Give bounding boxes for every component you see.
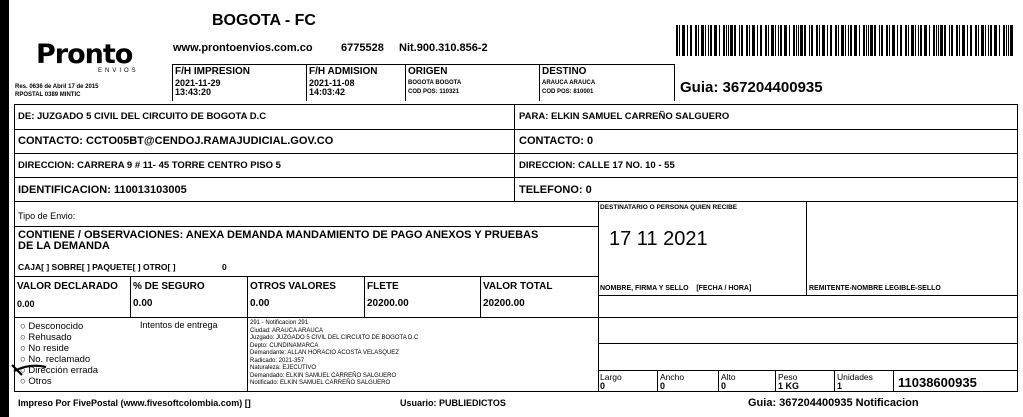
barcode-bar: [1003, 25, 1005, 56]
barcode-bar: [687, 25, 688, 56]
barcode-bar: [690, 25, 692, 56]
barcode-bar: [929, 25, 930, 56]
intento-option[interactable]: ○ Desconocido: [20, 321, 84, 332]
notificacion-line: Naturaleza: EJECUTIVO: [250, 365, 317, 371]
barcode-bar: [1010, 25, 1013, 56]
check-mark-icon: [10, 361, 48, 381]
caja-checkboxes: CAJA[ ] SOBRE[ ] PAQUETE[ ] OTRO[ ]: [18, 262, 176, 272]
barcode-bar: [897, 25, 898, 56]
recipient-direccion: DIRECCION: CALLE 17 NO. 10 - 55: [519, 160, 675, 171]
barcode-bar: [854, 25, 857, 56]
barcode-bar: [949, 25, 950, 56]
barcode-bar: [796, 25, 797, 56]
sender-direccion: DIRECCION: CARRERA 9 # 11- 45 TORRE CENTRO PISO 5: [18, 160, 281, 171]
barcode-bar: [911, 25, 914, 56]
barcode-bar: [920, 25, 922, 56]
received-date: 17 11 2021: [609, 228, 708, 250]
barcode-bar: [994, 25, 997, 56]
ancho-label: Ancho: [660, 372, 685, 382]
barcode-bar: [784, 25, 787, 56]
barcode-bar: [765, 25, 767, 56]
barcode-bar: [944, 25, 946, 56]
barcode-bar: [859, 25, 860, 56]
intento-option[interactable]: ○ No reside: [20, 343, 70, 354]
barcode-bar: [956, 25, 958, 56]
admision-time: 14:03:42: [309, 87, 346, 97]
recipient-para: PARA: ELKIN SAMUEL CARREÑO SALGUERO: [519, 111, 730, 122]
barcode-bar: [679, 25, 680, 56]
notificacion-line: Radicado: 2021-357: [250, 357, 305, 364]
barcode-bar: [780, 25, 782, 56]
barcode-bar: [999, 25, 1000, 56]
caja-count: 0: [222, 262, 227, 272]
barcode-bar: [775, 25, 776, 56]
footer-impreso: Impreso Por FivePostal (www.fivesoftcolombia.com) []: [18, 398, 251, 408]
barcode-bar: [811, 25, 813, 56]
sender-contacto: CONTACTO: CCTO05BT@CENDOJ.RAMAJUDICIAL.GOV.CO: [18, 135, 334, 147]
barcode-bar: [978, 25, 979, 56]
contiene-line-2: DE LA DEMANDA: [18, 240, 110, 252]
otros-valores-value: 0.00: [250, 298, 270, 309]
origen-cod-pos: COD POS: 110321: [408, 89, 460, 95]
barcode-bar: [1006, 25, 1007, 56]
barcode-bar: [951, 25, 953, 56]
barcode-bar: [936, 25, 937, 56]
footer-usuario: Usuario: PUBLIEDICTOS: [400, 398, 506, 408]
barcode-bar: [682, 25, 685, 56]
notificacion-details: [250, 320, 418, 388]
barcode-bar: [850, 25, 852, 56]
admision-label: F/H ADMISION: [309, 66, 378, 77]
unidades-value: 1: [837, 381, 843, 391]
barcode-bar: [967, 25, 968, 56]
barcode-bar: [940, 25, 943, 56]
impresion-date: 2021-11-29: [175, 78, 221, 88]
barcode-bar: [719, 25, 720, 56]
barcode-bar: [771, 25, 774, 56]
barcode-bar: [981, 25, 984, 56]
sender-de: DE: JUZGADO 5 CIVIL DEL CIRCUITO DE BOGOTA D.C: [18, 111, 267, 122]
origen-city: BOGOTA BOGOTA: [408, 80, 462, 86]
barcode-bar: [933, 25, 935, 56]
barcode-bar: [728, 25, 729, 56]
barcode-bar: [710, 25, 712, 56]
barcode-bar: [741, 25, 743, 56]
barcode-bar: [701, 25, 704, 56]
barcode-bar: [816, 25, 818, 56]
barcode-bar: [676, 25, 678, 56]
logo-wordmark: Pronto: [36, 39, 133, 70]
intento-option[interactable]: ○ No. reclamado: [20, 354, 91, 365]
unidades-label: Unidades: [837, 372, 873, 382]
destino-city: ARAUCA ARAUCA: [542, 80, 596, 86]
barcode-bar: [988, 25, 989, 56]
barcode-bar: [804, 25, 806, 56]
barcode-bar: [800, 25, 803, 56]
barcode-bar: [868, 25, 869, 56]
guia-barcode: [676, 25, 1016, 56]
barcode-bar: [874, 25, 876, 56]
intento-option[interactable]: ○ Rehusado: [20, 332, 72, 343]
barcode-bar: [698, 25, 699, 56]
barcode-bar: [723, 25, 725, 56]
barcode-bar: [870, 25, 873, 56]
barcode-bar: [695, 25, 697, 56]
barcode-bar: [924, 25, 927, 56]
barcode-bar: [938, 25, 939, 56]
notificacion-line: Ciudad: ARAUCA ARAUCA: [250, 327, 324, 334]
barcode-bar: [749, 25, 750, 56]
barcode-bar: [866, 25, 867, 56]
barcode-bar: [886, 25, 888, 56]
barcode-bar: [975, 25, 977, 56]
valor-total-label: VALOR TOTAL: [483, 281, 553, 292]
destinatario-label: DESTINATARIO O PERSONA QUIEN RECIBE: [600, 204, 738, 211]
barcode-bar: [1008, 25, 1009, 56]
barcode-bar: [900, 25, 902, 56]
barcode-bar: [730, 25, 733, 56]
website-text: www.prontoenvios.com.co: [173, 42, 313, 54]
barcode-bar: [739, 25, 740, 56]
rpostal-line: RPOSTAL 0389 MINTIC: [15, 92, 81, 98]
resolution-line: Res. 0636 de Abril 17 de 2015: [15, 84, 99, 90]
notificacion-line: Juzgado: JUZGADO 5 CIVIL DEL CIRCUITO DE BOGOTA D.C: [250, 335, 419, 341]
barcode-bar: [841, 25, 844, 56]
barcode-bar: [918, 25, 919, 56]
nit-text: Nit.900.310.856-2: [399, 42, 488, 54]
flete-value: 20200.00: [367, 298, 409, 309]
barcode-bar: [915, 25, 916, 56]
nombre-firma-label: NOMBRE, FIRMA Y SELLO [FECHA / HORA]: [600, 285, 752, 292]
phone-text: 6775528: [341, 42, 384, 54]
barcode-bar: [778, 25, 779, 56]
sender-identificacion: IDENTIFICACION: 110013103005: [18, 184, 187, 196]
barcode-bar: [827, 25, 828, 56]
valor-declarado-value: 0.00: [17, 299, 35, 309]
footer-guia: Guia: 367204400935 Notificacion: [748, 397, 919, 409]
barcode-bar: [838, 25, 839, 56]
intentos-label: Intentos de entrega: [140, 320, 218, 330]
barcode-bar: [793, 25, 795, 56]
notificacion-line: 291 - Notificacion 291: [250, 320, 309, 326]
barcode-bar: [734, 25, 736, 56]
notificacion-line: Notificado: ELKIN SAMUEL CARREÑO SALGUERO: [250, 380, 391, 386]
valor-declarado-label: VALOR DECLARADO: [17, 281, 118, 292]
tracking-code: 11038600935: [898, 375, 977, 390]
barcode-bar: [908, 25, 909, 56]
office-title: BOGOTA - FC: [212, 12, 316, 29]
barcode-bar: [819, 25, 820, 56]
flete-label: FLETE: [367, 281, 399, 292]
seguro-label: % DE SEGURO: [133, 281, 205, 292]
barcode-bar: [714, 25, 717, 56]
barcode-bar: [768, 25, 769, 56]
guia-number: Guia: 367204400935: [680, 79, 823, 96]
barcode-bar: [726, 25, 727, 56]
origen-label: ORIGEN: [408, 66, 448, 77]
barcode-bar: [848, 25, 849, 56]
pronto-logo: [36, 39, 162, 80]
barcode-bar: [760, 25, 762, 56]
valor-total-value: 20200.00: [483, 298, 525, 309]
admision-date: 2021-11-08: [309, 78, 355, 88]
recipient-telefono: TELEFONO: 0: [519, 184, 592, 196]
barcode-bar: [708, 25, 709, 56]
barcode-bar: [959, 25, 960, 56]
largo-value: 0: [600, 381, 606, 391]
barcode-bar: [863, 25, 865, 56]
barcode-bar: [752, 25, 755, 56]
barcode-bar: [822, 25, 825, 56]
tipo-envio-label: Tipo de Envio:: [18, 211, 76, 221]
logo-subtext: ENVIOS: [98, 68, 139, 74]
alto-value: 0: [721, 381, 727, 391]
peso-value: 1 KG: [778, 381, 800, 391]
peso-label: Peso: [778, 372, 798, 382]
notificacion-line: Demandante: ALLAN HORACIO ACOSTA VELASQUEZ: [250, 350, 399, 356]
intento-option[interactable]: ○ Dirección errada: [20, 365, 99, 376]
alto-label: Alto: [721, 372, 736, 382]
impresion-label: F/H IMPRESION: [175, 66, 251, 77]
barcode-bar: [892, 25, 895, 56]
seguro-value: 0.00: [133, 298, 153, 309]
barcode-bar: [962, 25, 965, 56]
remitente-label: REMITENTE-NOMBRE LEGIBLE-SELLO: [809, 285, 941, 292]
barcode-bar: [845, 25, 846, 56]
barcode-bar: [879, 25, 880, 56]
barcode-bar: [746, 25, 748, 56]
barcode-bar: [970, 25, 972, 56]
recipient-contacto: CONTACTO: 0: [519, 135, 594, 147]
contiene-line-1: CONTIENE / OBSERVACIONES: ANEXA DEMANDA MANDAMIENTO DE PAGO ANEXOS Y PRUEBAS: [18, 229, 539, 241]
barcode-bar: [881, 25, 883, 56]
barcode-bar: [705, 25, 706, 56]
barcode-bar: [798, 25, 799, 56]
barcode-bar: [809, 25, 810, 56]
left-edge-strip: [0, 0, 9, 417]
barcode-bar: [830, 25, 832, 56]
intento-option[interactable]: ○ Otros: [20, 376, 52, 387]
notificacion-line: Depto: CUNDINAMARCA: [250, 342, 319, 349]
barcode-bar: [905, 25, 907, 56]
destino-cod-pos: COD POS: 810001: [542, 89, 594, 95]
destino-label: DESTINO: [542, 66, 587, 77]
barcode-bar: [757, 25, 758, 56]
form-main-frame: [14, 104, 1018, 392]
notificacion-line: Demandado: ELKIN SAMUEL CARREÑO SALGUERO: [250, 372, 397, 379]
barcode-bar: [985, 25, 986, 56]
largo-label: Largo: [600, 372, 622, 382]
barcode-bar: [990, 25, 992, 56]
impresion-time: 13:43:20: [175, 87, 212, 97]
ancho-value: 0: [660, 381, 666, 391]
otros-valores-label: OTROS VALORES: [250, 281, 336, 292]
barcode-bar: [889, 25, 890, 56]
barcode-bar: [789, 25, 790, 56]
barcode-bar: [835, 25, 837, 56]
